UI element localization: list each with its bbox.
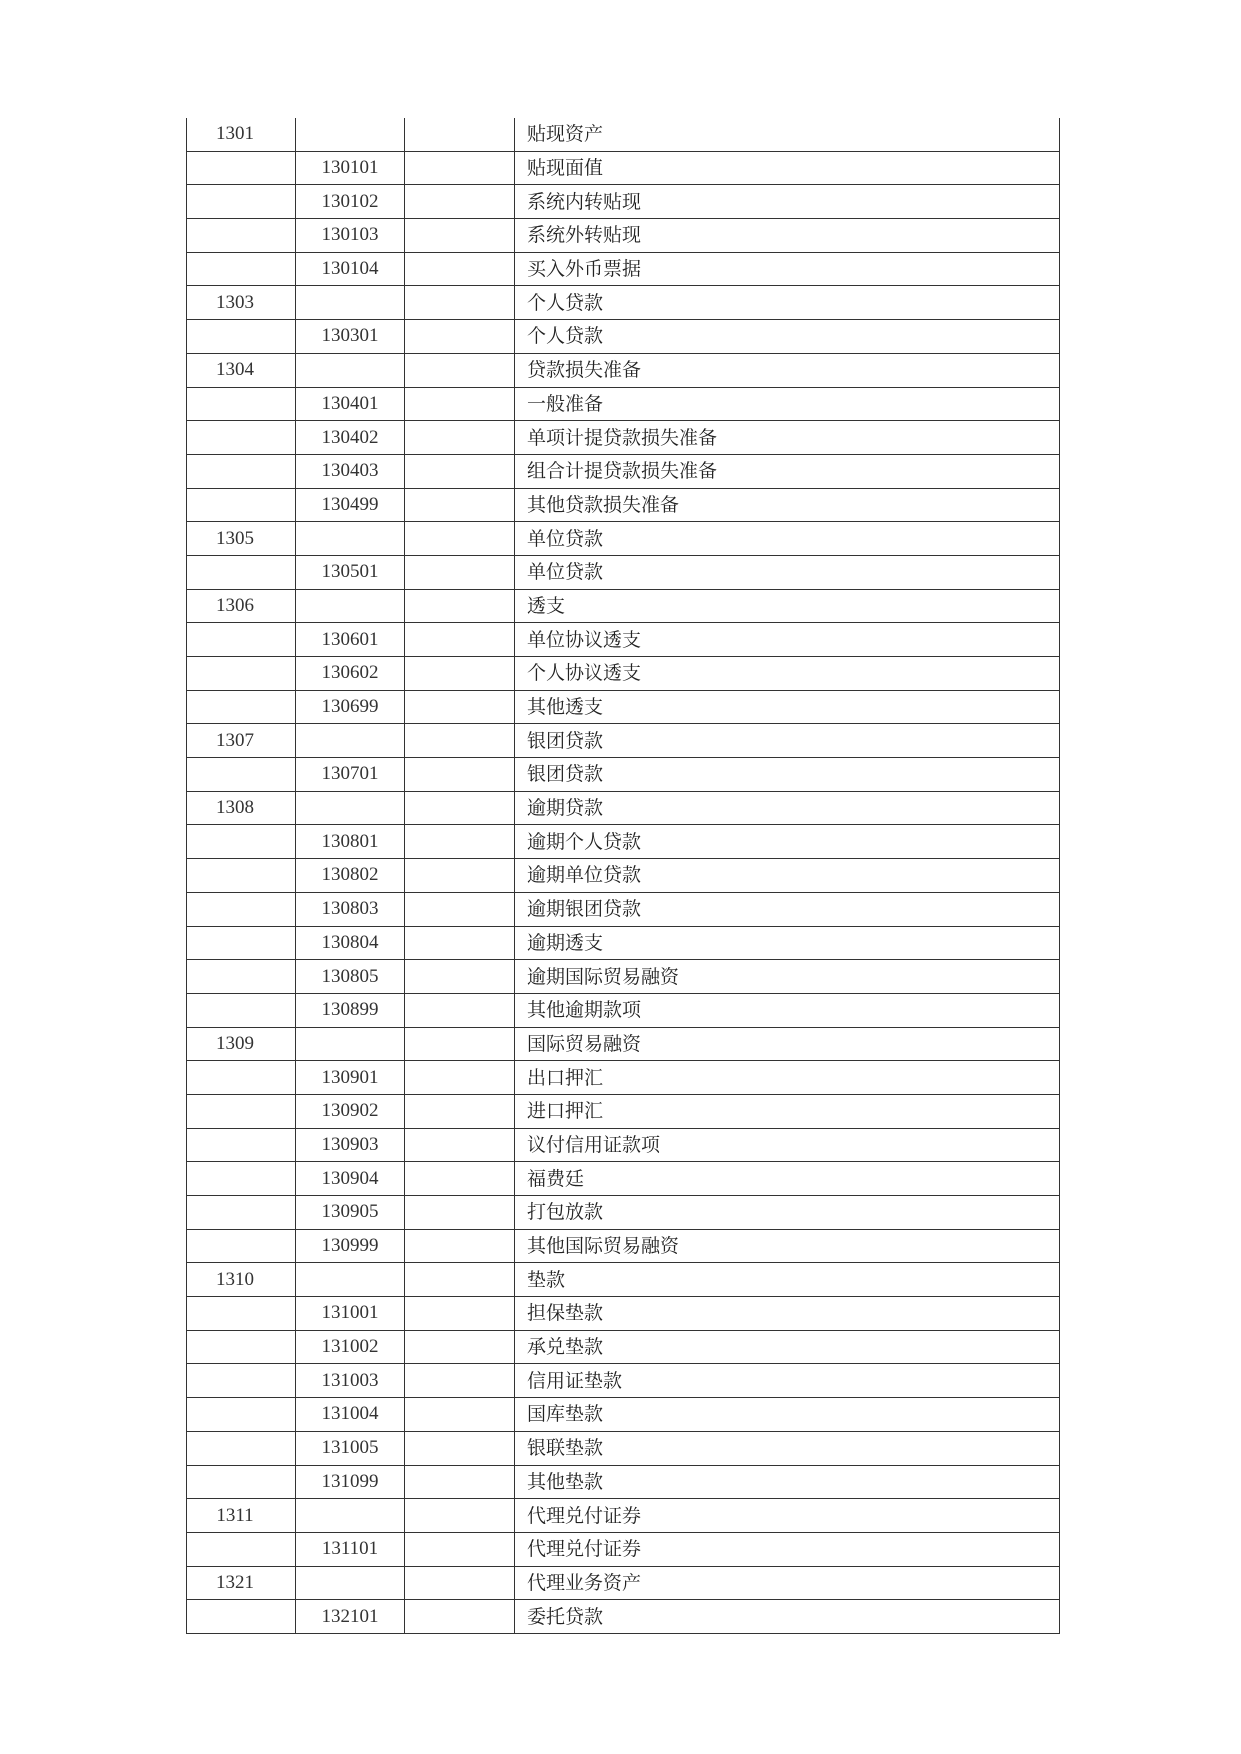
account-name-cell: 代理兑付证券 [515,1499,1060,1533]
table-row [187,1162,1060,1196]
table-row [187,724,1060,758]
account-name-cell: 个人贷款 [515,286,1060,320]
primary-code-cell: 1308 [187,791,296,825]
table-row [187,993,1060,1027]
tertiary-code-cell [405,522,515,556]
secondary-code-cell: 130402 [296,421,405,455]
secondary-code-cell: 131003 [296,1364,405,1398]
table-row [187,185,1060,219]
primary-code-cell [187,690,296,724]
account-name-cell: 个人协议透支 [515,657,1060,691]
tertiary-code-cell [405,690,515,724]
secondary-code-cell: 131101 [296,1532,405,1566]
table-row [187,926,1060,960]
secondary-code-cell [296,1499,405,1533]
tertiary-code-cell [405,252,515,286]
account-name-cell: 其他垫款 [515,1465,1060,1499]
table-row [187,454,1060,488]
primary-code-cell: 1309 [187,1027,296,1061]
primary-code-cell [187,1600,296,1634]
secondary-code-cell: 130903 [296,1128,405,1162]
account-name-cell: 单位贷款 [515,555,1060,589]
primary-code-cell [187,151,296,185]
table-row [187,1600,1060,1634]
primary-code-cell [187,320,296,354]
tertiary-code-cell [405,859,515,893]
primary-code-cell [187,623,296,657]
primary-code-cell: 1305 [187,522,296,556]
secondary-code-cell [296,1263,405,1297]
account-name-cell: 逾期个人贷款 [515,825,1060,859]
tertiary-code-cell [405,118,515,151]
account-name-cell: 组合计提贷款损失准备 [515,454,1060,488]
primary-code-cell [187,960,296,994]
account-name-cell: 逾期单位贷款 [515,859,1060,893]
account-name-cell: 贷款损失准备 [515,353,1060,387]
primary-code-cell [187,1162,296,1196]
primary-code-cell [187,1297,296,1331]
account-name-cell: 国库垫款 [515,1398,1060,1432]
primary-code-cell: 1321 [187,1566,296,1600]
account-name-cell: 银团贷款 [515,758,1060,792]
table-row [187,623,1060,657]
account-name-cell: 银团贷款 [515,724,1060,758]
tertiary-code-cell [405,791,515,825]
table-row [187,758,1060,792]
tertiary-code-cell [405,185,515,219]
secondary-code-cell: 130401 [296,387,405,421]
secondary-code-cell: 130801 [296,825,405,859]
tertiary-code-cell [405,1027,515,1061]
tertiary-code-cell [405,320,515,354]
table-row [187,1398,1060,1432]
secondary-code-cell: 130501 [296,555,405,589]
primary-code-cell: 1304 [187,353,296,387]
secondary-code-cell [296,286,405,320]
primary-code-cell [187,1465,296,1499]
account-name-cell: 系统外转贴现 [515,219,1060,253]
account-name-cell: 透支 [515,589,1060,623]
table-row [187,118,1060,151]
tertiary-code-cell [405,1061,515,1095]
account-name-cell: 信用证垫款 [515,1364,1060,1398]
secondary-code-cell: 130999 [296,1229,405,1263]
table-row [187,1364,1060,1398]
secondary-code-cell: 131004 [296,1398,405,1432]
table-row [187,825,1060,859]
account-name-cell: 代理兑付证券 [515,1532,1060,1566]
primary-code-cell [187,1128,296,1162]
account-name-cell: 承兑垫款 [515,1330,1060,1364]
account-name-cell: 逾期银团贷款 [515,892,1060,926]
table-row [187,1027,1060,1061]
table-row [187,252,1060,286]
primary-code-cell [187,1364,296,1398]
tertiary-code-cell [405,151,515,185]
table-row [187,320,1060,354]
primary-code-cell [187,657,296,691]
table-row [187,555,1060,589]
table-row [187,791,1060,825]
account-name-cell: 单位贷款 [515,522,1060,556]
table-row [187,1263,1060,1297]
table-row [187,1297,1060,1331]
secondary-code-cell: 130602 [296,657,405,691]
tertiary-code-cell [405,488,515,522]
table-body [187,118,1060,1633]
tertiary-code-cell [405,1532,515,1566]
secondary-code-cell [296,791,405,825]
table-row [187,1061,1060,1095]
primary-code-cell [187,758,296,792]
primary-code-cell [187,926,296,960]
account-name-cell: 福费廷 [515,1162,1060,1196]
tertiary-code-cell [405,623,515,657]
primary-code-cell [187,252,296,286]
account-name-cell: 担保垫款 [515,1297,1060,1331]
primary-code-cell [187,1061,296,1095]
primary-code-cell [187,1229,296,1263]
account-name-cell: 垫款 [515,1263,1060,1297]
table-row [187,690,1060,724]
secondary-code-cell: 130103 [296,219,405,253]
primary-code-cell: 1301 [187,118,296,151]
account-name-cell: 其他贷款损失准备 [515,488,1060,522]
secondary-code-cell [296,1566,405,1600]
primary-code-cell: 1307 [187,724,296,758]
account-name-cell: 进口押汇 [515,1094,1060,1128]
secondary-code-cell: 130904 [296,1162,405,1196]
table-row [187,960,1060,994]
account-name-cell: 单项计提贷款损失准备 [515,421,1060,455]
account-name-cell: 逾期透支 [515,926,1060,960]
primary-code-cell [187,825,296,859]
primary-code-cell [187,387,296,421]
secondary-code-cell: 130802 [296,859,405,893]
primary-code-cell [187,1398,296,1432]
tertiary-code-cell [405,219,515,253]
secondary-code-cell [296,353,405,387]
secondary-code-cell [296,589,405,623]
tertiary-code-cell [405,1094,515,1128]
table-row [187,892,1060,926]
tertiary-code-cell [405,825,515,859]
primary-code-cell [187,1431,296,1465]
account-name-cell: 议付信用证款项 [515,1128,1060,1162]
tertiary-code-cell [405,960,515,994]
table-row [187,1330,1060,1364]
secondary-code-cell: 131099 [296,1465,405,1499]
account-name-cell: 打包放款 [515,1196,1060,1230]
tertiary-code-cell [405,1263,515,1297]
account-name-cell: 系统内转贴现 [515,185,1060,219]
tertiary-code-cell [405,892,515,926]
account-name-cell: 银联垫款 [515,1431,1060,1465]
secondary-code-cell: 130701 [296,758,405,792]
table-row [187,859,1060,893]
account-name-cell: 代理业务资产 [515,1566,1060,1600]
secondary-code-cell: 130101 [296,151,405,185]
primary-code-cell: 1306 [187,589,296,623]
table-row [187,1229,1060,1263]
tertiary-code-cell [405,1499,515,1533]
tertiary-code-cell [405,1297,515,1331]
primary-code-cell [187,1330,296,1364]
table-row [187,657,1060,691]
secondary-code-cell: 130901 [296,1061,405,1095]
tertiary-code-cell [405,1196,515,1230]
table-row [187,387,1060,421]
tertiary-code-cell [405,1162,515,1196]
tertiary-code-cell [405,1128,515,1162]
tertiary-code-cell [405,421,515,455]
account-name-cell: 贴现面值 [515,151,1060,185]
secondary-code-cell: 131002 [296,1330,405,1364]
table-row [187,1532,1060,1566]
secondary-code-cell: 130803 [296,892,405,926]
tertiary-code-cell [405,758,515,792]
primary-code-cell: 1311 [187,1499,296,1533]
account-name-cell: 单位协议透支 [515,623,1060,657]
tertiary-code-cell [405,657,515,691]
account-name-cell: 一般准备 [515,387,1060,421]
primary-code-cell [187,1094,296,1128]
secondary-code-cell: 131001 [296,1297,405,1331]
account-name-cell: 个人贷款 [515,320,1060,354]
account-code-table [186,118,1060,1634]
tertiary-code-cell [405,1229,515,1263]
account-name-cell: 逾期贷款 [515,791,1060,825]
secondary-code-cell: 130403 [296,454,405,488]
primary-code-cell [187,421,296,455]
primary-code-cell [187,1196,296,1230]
account-name-cell: 买入外币票据 [515,252,1060,286]
tertiary-code-cell [405,387,515,421]
secondary-code-cell: 130899 [296,993,405,1027]
tertiary-code-cell [405,993,515,1027]
account-name-cell: 委托贷款 [515,1600,1060,1634]
table-row [187,421,1060,455]
primary-code-cell [187,488,296,522]
secondary-code-cell: 130902 [296,1094,405,1128]
account-name-cell: 国际贸易融资 [515,1027,1060,1061]
tertiary-code-cell [405,724,515,758]
secondary-code-cell: 130804 [296,926,405,960]
secondary-code-cell: 131005 [296,1431,405,1465]
secondary-code-cell: 130104 [296,252,405,286]
secondary-code-cell: 130805 [296,960,405,994]
account-name-cell: 其他透支 [515,690,1060,724]
table-row [187,1128,1060,1162]
secondary-code-cell [296,724,405,758]
tertiary-code-cell [405,589,515,623]
tertiary-code-cell [405,1330,515,1364]
table-row [187,286,1060,320]
tertiary-code-cell [405,1431,515,1465]
secondary-code-cell: 130905 [296,1196,405,1230]
tertiary-code-cell [405,353,515,387]
tertiary-code-cell [405,555,515,589]
tertiary-code-cell [405,454,515,488]
primary-code-cell [187,185,296,219]
secondary-code-cell [296,522,405,556]
primary-code-cell [187,1532,296,1566]
primary-code-cell [187,555,296,589]
primary-code-cell [187,454,296,488]
primary-code-cell [187,859,296,893]
account-name-cell: 出口押汇 [515,1061,1060,1095]
table-row [187,1196,1060,1230]
secondary-code-cell: 132101 [296,1600,405,1634]
secondary-code-cell: 130699 [296,690,405,724]
table-row [187,1566,1060,1600]
tertiary-code-cell [405,1600,515,1634]
primary-code-cell [187,892,296,926]
secondary-code-cell [296,118,405,151]
primary-code-cell: 1310 [187,1263,296,1297]
table-row [187,522,1060,556]
table-row [187,219,1060,253]
account-name-cell: 贴现资产 [515,118,1060,151]
primary-code-cell [187,993,296,1027]
secondary-code-cell: 130102 [296,185,405,219]
primary-code-cell: 1303 [187,286,296,320]
table-row [187,488,1060,522]
tertiary-code-cell [405,1398,515,1432]
table-row [187,1499,1060,1533]
tertiary-code-cell [405,1364,515,1398]
table-row [187,151,1060,185]
secondary-code-cell: 130499 [296,488,405,522]
table-row [187,1465,1060,1499]
primary-code-cell [187,219,296,253]
tertiary-code-cell [405,1465,515,1499]
tertiary-code-cell [405,1566,515,1600]
tertiary-code-cell [405,286,515,320]
tertiary-code-cell [405,926,515,960]
secondary-code-cell: 130601 [296,623,405,657]
secondary-code-cell: 130301 [296,320,405,354]
table-row [187,353,1060,387]
table-row [187,589,1060,623]
secondary-code-cell [296,1027,405,1061]
account-name-cell: 其他逾期款项 [515,993,1060,1027]
table-row [187,1094,1060,1128]
table-row [187,1431,1060,1465]
account-name-cell: 逾期国际贸易融资 [515,960,1060,994]
account-name-cell: 其他国际贸易融资 [515,1229,1060,1263]
